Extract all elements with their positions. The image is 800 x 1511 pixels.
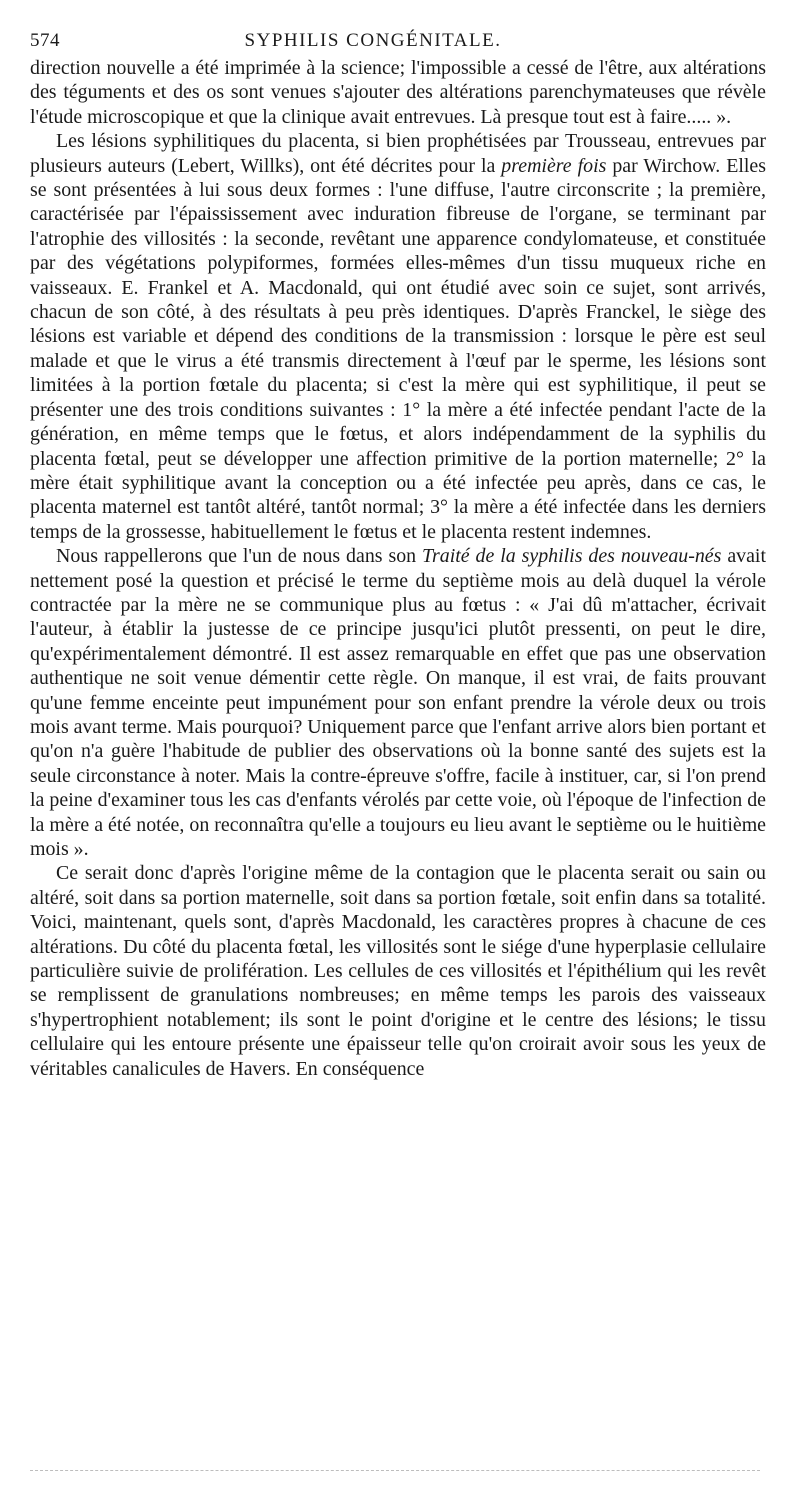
italic-text: première fois — [501, 154, 607, 177]
paragraph — [30, 544, 766, 861]
text-run: par Wirchow. Elles se sont présentées à lui sous deux formes : l'une diffuse, l'autre circonscrite ; la première, caractérisée par l'épaississement avec induration fibreuse de l'organe, se terminant par l'atrophie des villosités : la seconde, revêtant une apparence condylomateuse, et constituée par des végétations polypiformes, formées elles-mêmes d'un tissu muqueux riche en vaisseaux. E. Frankel et A. Macdonald, qui ont étudié avec soin ce sujet, sont arrivés, chacun de son côté, à des résultats à peu près identiques. D'après Franckel, le siège des lésions est variable et dépend des conditions de la transmission : lorsque le père est seul malade et que le virus a été transmis directement à l'œuf par le sperme, les lésions sont limitées à la portion fœtale du placenta; si c'est la mère qui est syphilitique, il peut se présenter une des trois conditions suivantes : 1° la mère a été infectée pendant l'acte de la génération, en même temps que le fœtus, et alors indépendamment de la syphilis du placenta fœtal, peut se développer une affection primitive de la portion maternelle; 2° la mère était syphilitique avant la conception ou a été infectée peu après, dans ce cas, le placenta maternel est tantôt altéré, tantôt normal; 3° la mère a été infectée dans les derniers temps de la grossesse, habituellement le fœtus et le placenta restent indemnes. — [30, 154, 766, 543]
text-run: Nous rappellerons que l'un de nous dans son — [56, 545, 423, 568]
bottom-divider — [30, 1470, 760, 1471]
text-run: avait nettement posé la question et précisé le terme du septième mois au delà duquel la vérole contractée par la mère ne se communique plus au fœtus : « J'ai dû m'attacher, écrivait l'auteur, à établir la justesse de ce principe jusqu'ici plutôt pressenti, on peut le dire, qu'expérimentalement démontré. Il est assez remarquable en effet que pas une observation authentique ne soit venue démentir cette règle. On manque, il est vrai, de faits prouvant qu'une femme enceinte peut impunément pour son enfant prendre la vérole deux ou trois mois avant terme. Mais pourquoi? Uniquement parce que l'enfant arrive alors bien portant et qu'on n'a guère l'habitude de publier des observations où la bonne santé des sujets est la seule circonstance à noter. Mais la contre-épreuve s'offre, facile à instituer, car, si l'on prend la peine d'examiner tous les cas d'enfants vérolés par cette voie, où l'époque de l'infection de la mère a été notée, on reconnaîtra qu'elle a toujours eu lieu avant le septième ou le huitième mois ». — [30, 545, 766, 860]
page-number: 574 — [30, 30, 60, 51]
text-run: Les lésions syphilitiques du placenta, si bien prophétisées par Trousseau, entrevues par plusieurs auteurs (Lebert, Willks), ont été décrites pour la — [30, 130, 766, 177]
text-run: Ce serait donc d'après l'origine même de la contagion que le placenta serait ou sain ou altéré, soit dans sa portion maternelle, soit dans sa portion fœtale, soit enfin dans sa totalité. Voici, maintenant, quels sont, d'après Macdonald, les caractères propres à chacune de ces altérations. Du côté du placenta fœtal, les villosités sont le siége d'une hyperplasie cellulaire particulière suivie de prolifération. Les cellules de ces villosités et l'épithélium qui les revêt se remplissent de granulations nombreuses; en même temps les parois des vaisseaux s'hypertrophient notablement; ils sont le point d'origine et le centre des lésions; le tissu cellulaire qui les entoure présente une épaisseur telle qu'on croirait avoir sous les yeux de véritables canalicules de Havers. En conséquence — [30, 862, 766, 1080]
paragraph — [30, 56, 766, 129]
paragraph — [30, 129, 766, 544]
body-text — [30, 56, 766, 1081]
document-page — [30, 30, 766, 1081]
paragraph — [30, 861, 766, 1081]
page-header — [30, 30, 766, 56]
italic-text: Traité de la syphilis des nouveau-nés — [422, 545, 722, 568]
running-title: SYPHILIS CONGÉNITALE. — [244, 30, 502, 51]
text-run: direction nouvelle a été imprimée à la science; l'impossible a cessé de l'être, aux altérations des téguments et des os sont venues s'ajouter des altérations parenchymateuses que révèle l'étude microscopique et que la clinique avait entrevues. Là presque tout est à faire..... ». — [30, 57, 766, 128]
